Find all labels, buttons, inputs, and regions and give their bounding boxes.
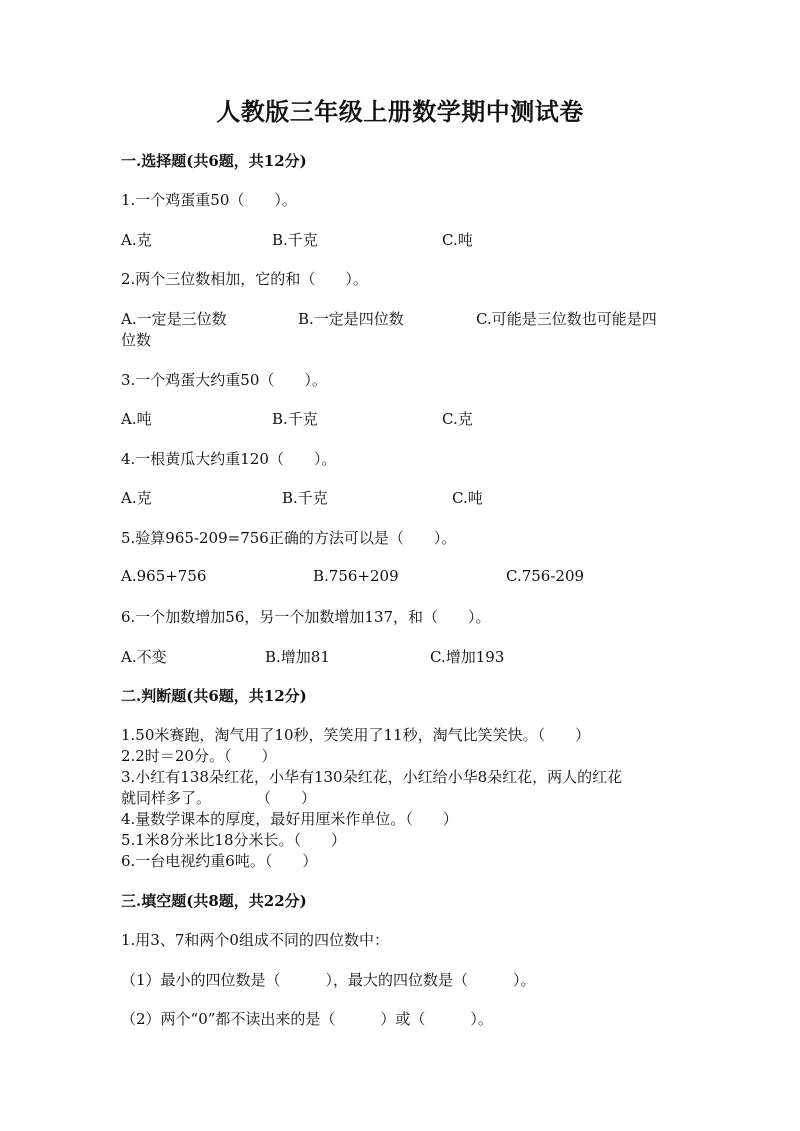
option-c: C.吨: [442, 231, 473, 249]
option-b: B.增加81: [265, 648, 330, 666]
option-b: B.千克: [272, 410, 318, 428]
option-c-continued: 位数: [121, 331, 152, 349]
fill-subquestion: （1）最小的四位数是（ ），最大的四位数是（ ）。: [121, 971, 536, 989]
judgement-item: 6.一台电视约重6吨。（ ）: [121, 852, 318, 870]
option-b: B.一定是四位数: [298, 310, 404, 328]
option-b: B.756+209: [313, 567, 399, 585]
option-a: A.965+756: [121, 567, 207, 585]
option-a: A.一定是三位数: [121, 310, 227, 328]
option-a: A.不变: [121, 648, 167, 666]
question-text: 2.两个三位数相加，它的和（ ）。: [121, 270, 368, 288]
section-heading-judgement: 二.判断题(共6题，共12分): [121, 687, 307, 705]
option-a: A.克: [121, 489, 152, 507]
question-text: 3.一个鸡蛋大约重50（ ）。: [121, 371, 327, 389]
judgement-item: 3.小红有138朵红花，小华有130朵红花，小红给小华8朵红花，两人的红花: [121, 768, 623, 786]
question-text: 5.验算965-209=756正确的方法可以是（ ）。: [121, 529, 457, 547]
judgement-item: 5.1米8分米比18分米长。（ ）: [121, 831, 346, 849]
option-c: C.增加193: [430, 648, 505, 666]
option-c: C.756-209: [506, 567, 585, 585]
section-heading-choice: 一.选择题(共6题，共12分): [121, 152, 307, 170]
page-title: 人教版三年级上册数学期中测试卷: [216, 97, 584, 126]
judgement-item-continued: 就同样多了。 （ ）: [121, 789, 317, 807]
judgement-item: 2.2时＝20分。（ ）: [121, 747, 277, 765]
option-c: C.可能是三位数也可能是四: [476, 310, 657, 328]
judgement-item: 1.50米赛跑，淘气用了10秒，笑笑用了11秒，淘气比笑笑快。（ ）: [121, 726, 591, 744]
fill-question: 1.用3、7和两个0组成不同的四位数中：: [121, 931, 389, 949]
option-c: C.吨: [452, 489, 483, 507]
option-a: A.克: [121, 231, 152, 249]
option-b: B.千克: [282, 489, 328, 507]
question-text: 1.一个鸡蛋重50（ ）。: [121, 191, 297, 209]
question-text: 6.一个加数增加56，另一个加数增加137，和（ ）。: [121, 608, 491, 626]
option-b: B.千克: [272, 231, 318, 249]
question-text: 4.一根黄瓜大约重120（ ）。: [121, 450, 337, 468]
judgement-item: 4.量数学课本的厚度，最好用厘米作单位。（ ）: [121, 810, 458, 828]
option-a: A.吨: [121, 410, 152, 428]
option-c: C.克: [442, 410, 473, 428]
section-heading-fill-blank: 三.填空题(共8题，共22分): [121, 892, 307, 910]
fill-subquestion: （2）两个“0”都不读出来的是（ ）或（ ）。: [121, 1010, 493, 1028]
